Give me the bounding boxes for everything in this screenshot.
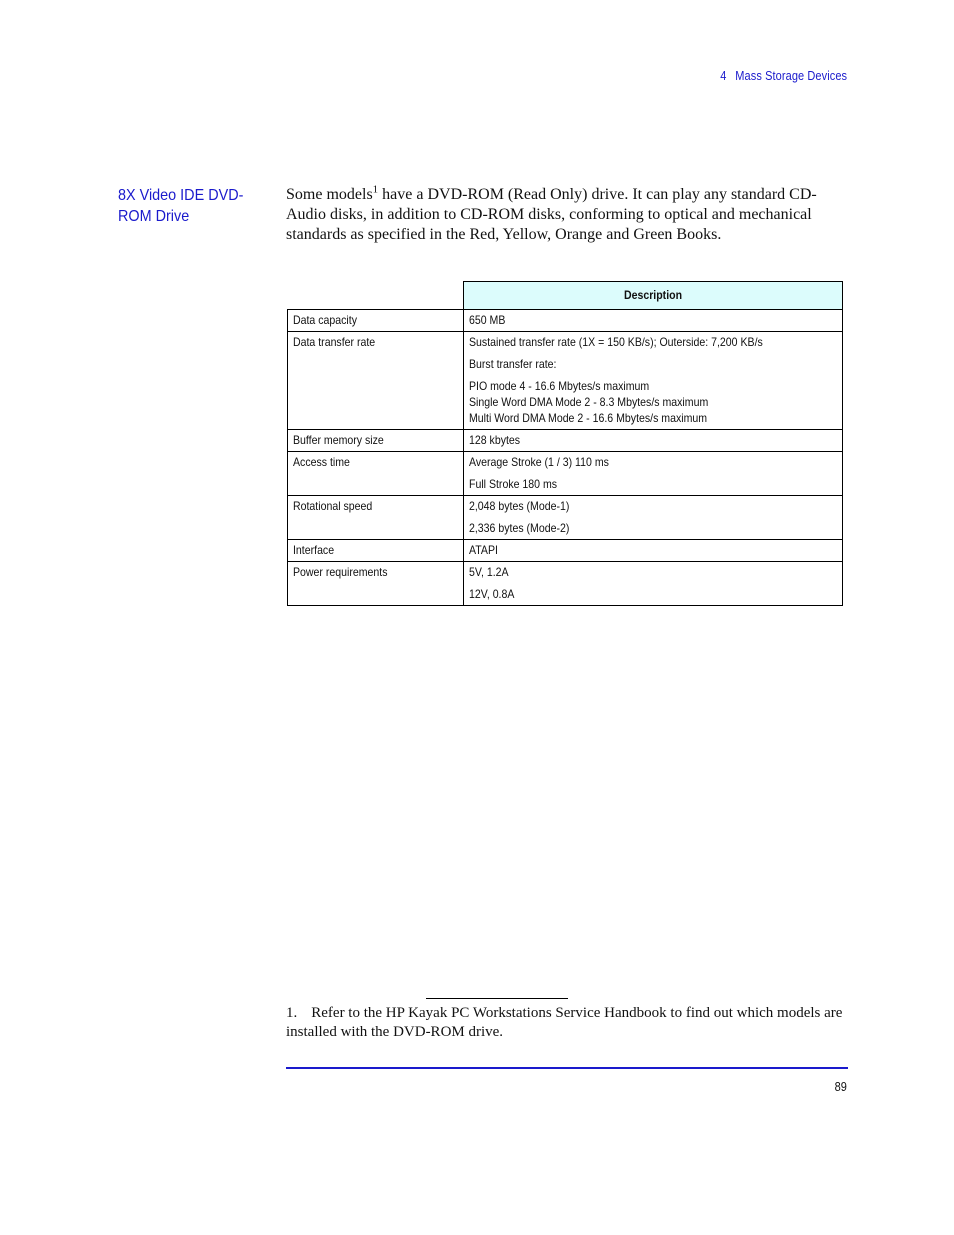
spec-value-cell [464,452,843,496]
footnote-divider [426,998,568,999]
intro-text-start: Some models [286,186,373,203]
footnote [286,1004,846,1042]
footnote-number: 1. [286,1005,298,1021]
table-row [288,540,843,562]
spec-value-line: Multi Word DMA Mode 2 - 16.6 Mbytes/s maximum [469,411,708,425]
spec-label: Buffer memory size [293,433,384,447]
table-header-row [288,282,843,310]
spec-value-line: Single Word DMA Mode 2 - 8.3 Mbytes/s maximum [469,395,709,409]
spec-label: Rotational speed [293,499,373,513]
spec-label: Data transfer rate [293,335,376,349]
running-header [720,69,847,83]
table-row [288,310,843,332]
spec-value-line: ATAPI [469,543,498,557]
table-row [288,332,843,430]
spec-value-cell [464,562,843,606]
intro-text-end: have a DVD-ROM (Read Only) drive. It can play any standard CD-Audio disks, in addition to CD-ROM disks, conforming to optical and mechanical standards as specified in the Red, Yellow, Orange and Green Books. [286,186,817,243]
page-number: 89 [834,1080,847,1094]
spec-label: Data capacity [293,313,357,327]
spec-value-cell [464,496,843,540]
chapter-title: Mass Storage Devices [735,69,847,83]
spec-value-line: Burst transfer rate: [469,357,557,371]
spec-label-cell [288,332,464,430]
spec-value-line: 2,048 bytes (Mode-1) [469,499,570,513]
chapter-number: 4 [720,69,727,83]
intro-paragraph [286,185,856,245]
spec-label-cell [288,496,464,540]
table-row [288,452,843,496]
spec-value-cell [464,310,843,332]
spec-label: Access time [293,455,350,469]
spec-value-line: 12V, 0.8A [469,587,515,601]
spec-value-cell [464,430,843,452]
section-heading: 8X Video IDE DVD-ROM Drive [118,187,244,225]
table-body [288,310,843,606]
spec-label-cell [288,430,464,452]
footer-rule [286,1067,848,1069]
spec-label: Power requirements [293,565,388,579]
spec-value-line: Average Stroke (1 / 3) 110 ms [469,455,609,469]
spec-value-line: 2,336 bytes (Mode-2) [469,521,570,535]
footnote-text: Refer to the HP Kayak PC Workstations Service Handbook to find out which models are installed with the DVD-ROM drive. [286,1005,843,1040]
spec-label-cell [288,310,464,332]
table-row [288,430,843,452]
spec-value-line: Full Stroke 180 ms [469,477,558,491]
specifications-table [287,281,843,606]
spec-value-line: Sustained transfer rate (1X = 150 KB/s); Outerside: 7,200 KB/s [469,335,763,349]
spec-value-cell [464,540,843,562]
spec-label-cell [288,452,464,496]
spec-value-line: 128 kbytes [469,433,521,447]
spec-value-line: 650 MB [469,313,506,327]
footnote-reference[interactable]: 1 [372,183,379,196]
table-row [288,496,843,540]
spec-label-cell [288,562,464,606]
table-header-description: Description [464,282,843,310]
table-header-blank [288,282,464,310]
spec-value-line: 5V, 1.2A [469,565,509,579]
spec-label-cell [288,540,464,562]
table-row [288,562,843,606]
spec-value-cell [464,332,843,430]
spec-label: Interface [293,543,335,557]
spec-value-line: PIO mode 4 - 16.6 Mbytes/s maximum [469,379,650,393]
